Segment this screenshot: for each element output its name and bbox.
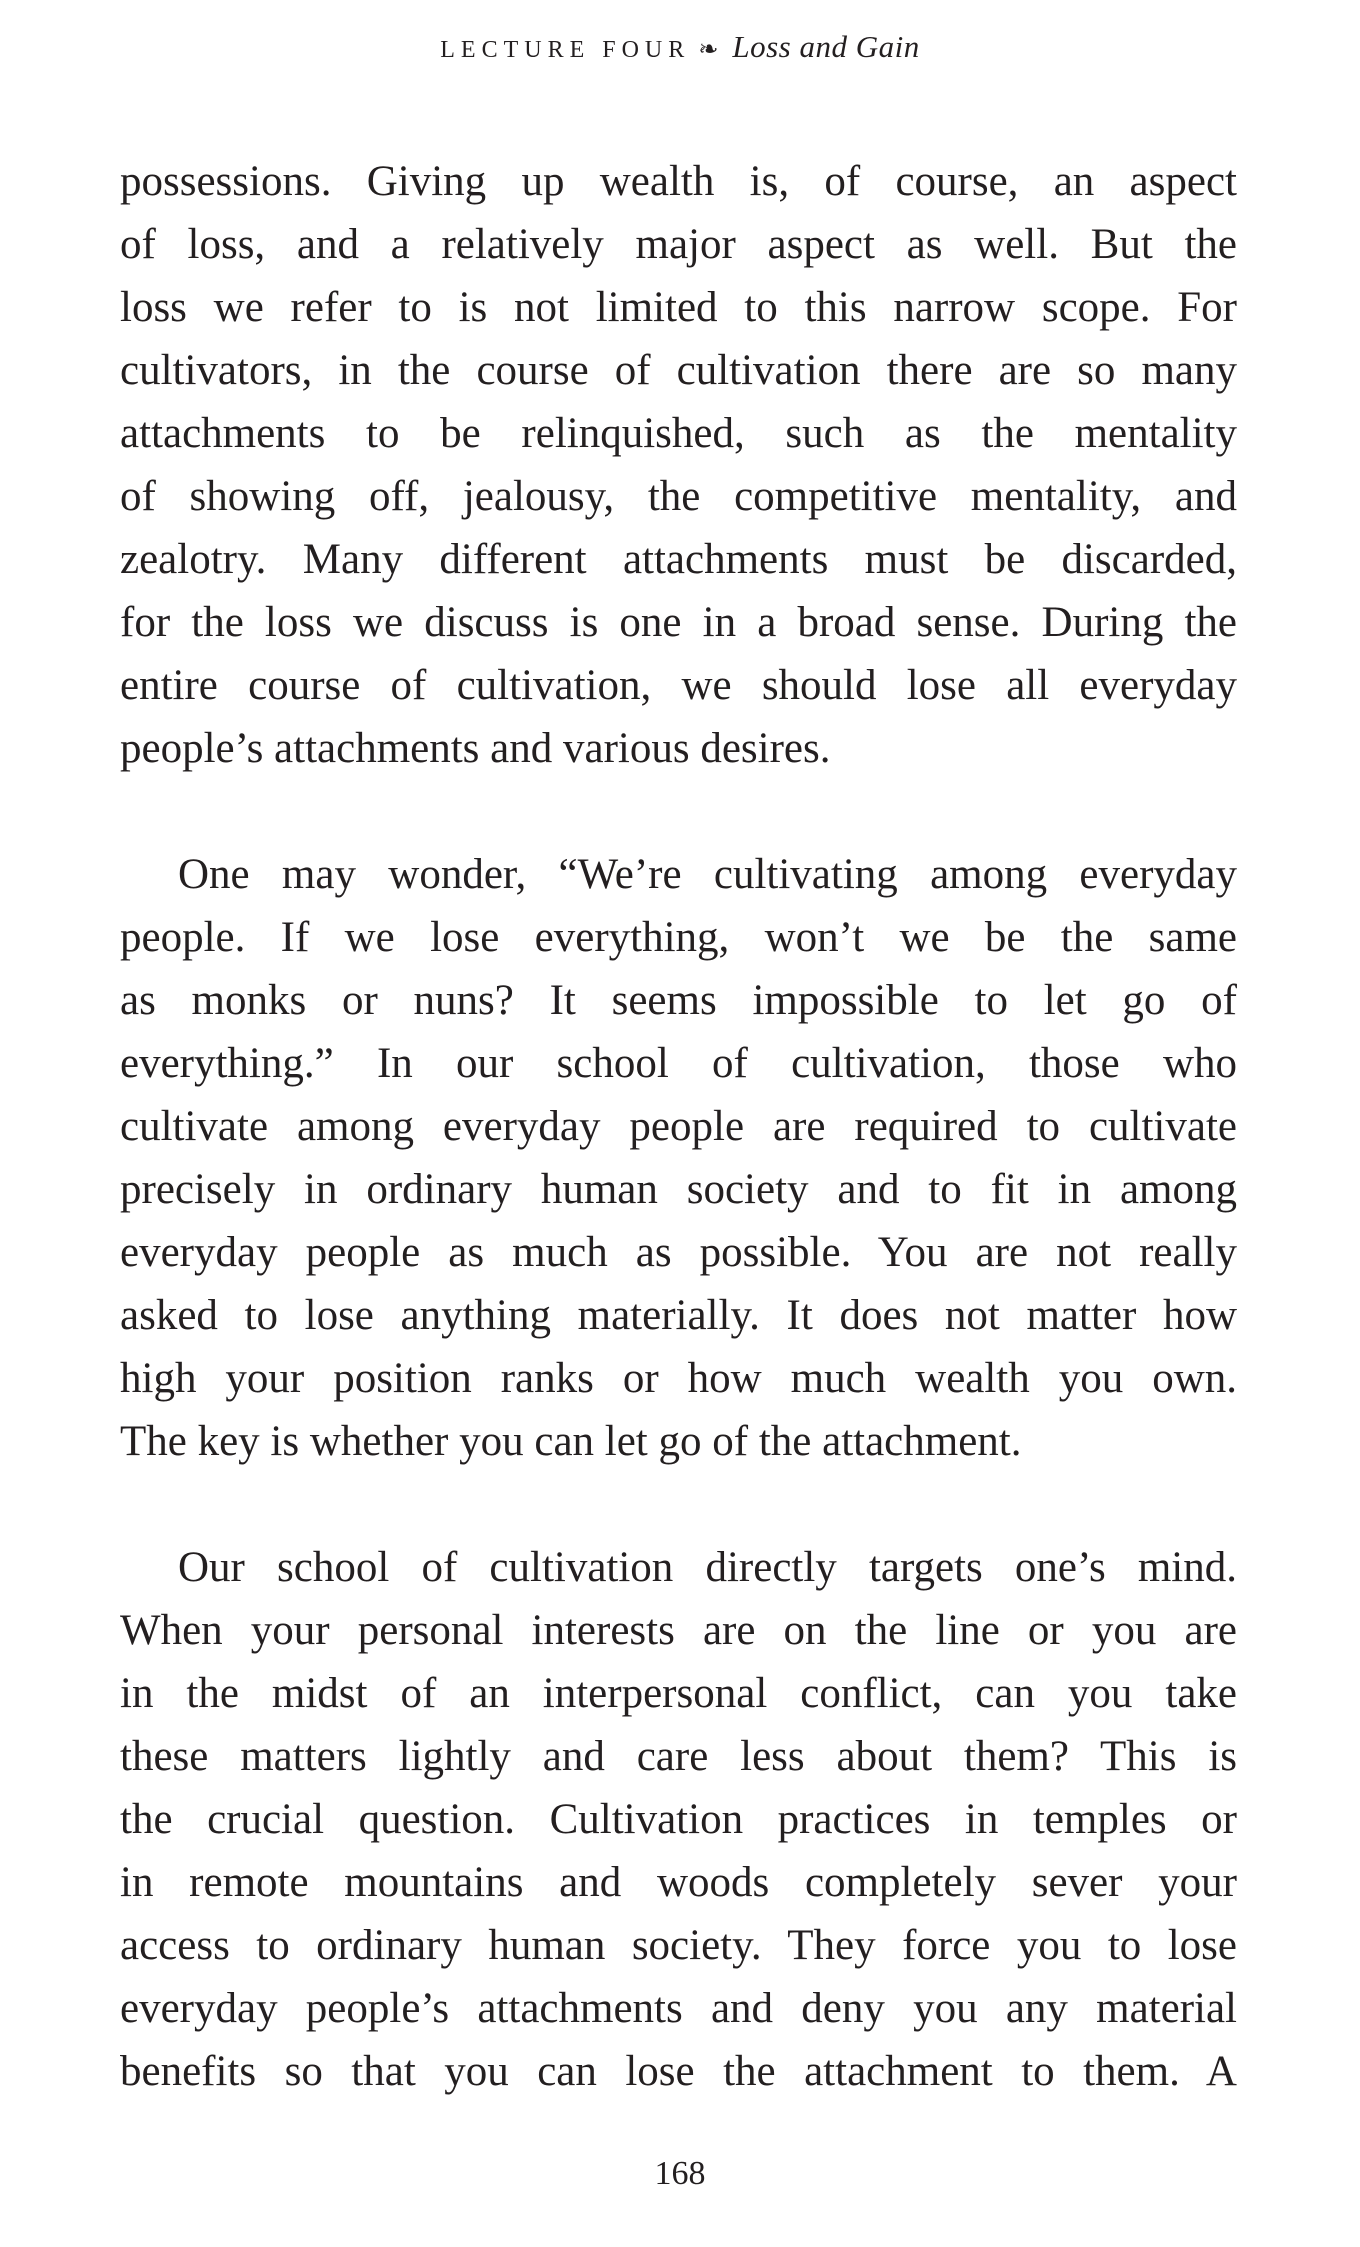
text-line: When your personal interests are on the line or you are: [120, 1607, 1237, 1654]
running-head-chapter: LECTURE FOUR: [440, 37, 691, 63]
page-number: 168: [654, 2155, 706, 2192]
text-line: for the loss we discuss is one in a broad sense. During the: [120, 599, 1237, 646]
text-line: benefits so that you can lose the attachment to them. A: [120, 2048, 1237, 2095]
text-line: in the midst of an interpersonal conflict, can you take: [120, 1670, 1237, 1717]
paragraph-3: [120, 1536, 1237, 2103]
text-line: zealotry. Many different attachments must be discarded,: [120, 536, 1237, 583]
text-line: people. If we lose everything, won’t we be the same: [120, 914, 1237, 961]
text-line: in remote mountains and woods completely sever your: [120, 1859, 1237, 1906]
paragraph-1: [120, 150, 1237, 780]
running-head: [0, 30, 1360, 64]
paragraph-2: [120, 843, 1237, 1473]
text-line: everyday people’s attachments and deny you any material: [120, 1985, 1237, 2032]
text-line: as monks or nuns? It seems impossible to let go of: [120, 977, 1237, 1024]
text-line: of showing off, jealousy, the competitive mentality, and: [120, 473, 1237, 520]
running-head-title: Loss and Gain: [732, 29, 920, 64]
text-line: attachments to be relinquished, such as the mentality: [120, 410, 1237, 457]
text-line: people’s attachments and various desires.: [120, 725, 831, 772]
text-line: One may wonder, “We’re cultivating among everyday: [178, 851, 1237, 898]
fleuron-ornament-icon: ❧: [698, 35, 719, 63]
text-line: everyday people as much as possible. You are not really: [120, 1229, 1237, 1276]
text-line: The key is whether you can let go of the attachment.: [120, 1418, 1022, 1465]
text-line: these matters lightly and care less about them? This is: [120, 1733, 1237, 1780]
text-line: possessions. Giving up wealth is, of course, an aspect: [120, 158, 1237, 205]
text-line: precisely in ordinary human society and to fit in among: [120, 1166, 1237, 1213]
text-line: everything.” In our school of cultivation, those who: [120, 1040, 1237, 1087]
text-line: Our school of cultivation directly targets one’s mind.: [178, 1544, 1237, 1591]
text-line: cultivators, in the course of cultivation there are so many: [120, 347, 1237, 394]
text-line: loss we refer to is not limited to this narrow scope. For: [120, 284, 1237, 331]
text-line: access to ordinary human society. They force you to lose: [120, 1922, 1237, 1969]
text-line: of loss, and a relatively major aspect as well. But the: [120, 221, 1237, 268]
text-line: high your position ranks or how much wealth you own.: [120, 1355, 1237, 1402]
text-line: asked to lose anything materially. It does not matter how: [120, 1292, 1237, 1339]
body-text: [120, 150, 1237, 2166]
text-line: cultivate among everyday people are required to cultivate: [120, 1103, 1237, 1150]
text-line: the crucial question. Cultivation practices in temples or: [120, 1796, 1237, 1843]
text-line: entire course of cultivation, we should lose all everyday: [120, 662, 1237, 709]
